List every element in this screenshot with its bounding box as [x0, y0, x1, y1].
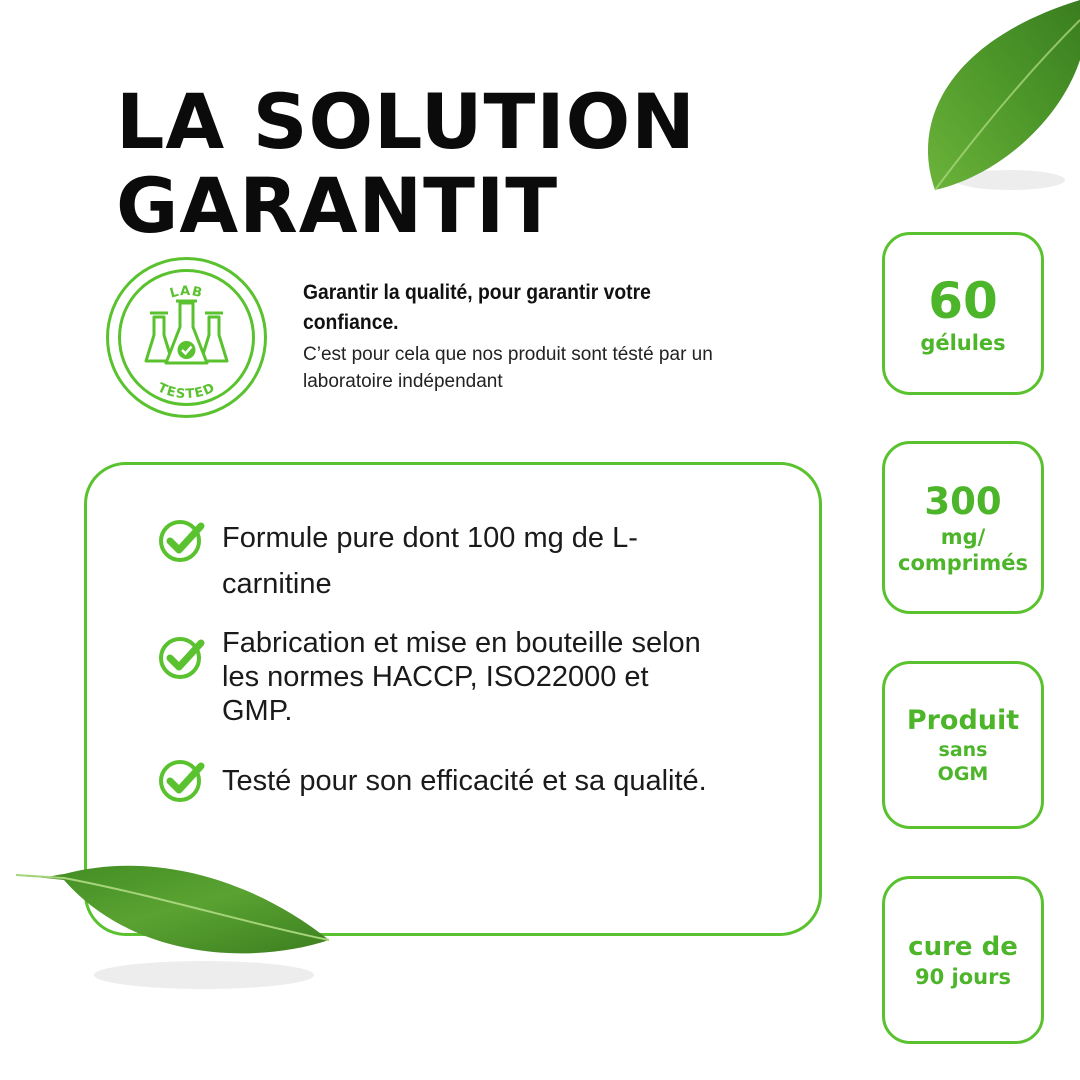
intro-body-line-1: C’est pour cela que nos produit sont tésté par un [303, 344, 713, 365]
check-circle-icon [158, 632, 208, 682]
stat-label-line-1: mg/ [940, 524, 986, 549]
stat-label-line-1: sans [938, 739, 988, 761]
lab-tested-badge [104, 255, 269, 420]
stat-label-line-2: OGM [937, 763, 989, 785]
feature-line: Formule pure dont 100 mg de L- [222, 522, 638, 554]
feature-line: carnitine [222, 568, 332, 600]
feature-line: GMP. [222, 695, 293, 727]
feature-line: les normes HACCP, ISO22000 et [222, 661, 649, 693]
feature-text [222, 626, 742, 728]
stat-card-treatment [882, 876, 1044, 1044]
feature-item-1 [158, 515, 742, 607]
stat-value: cure de [908, 932, 1018, 962]
intro-heading [303, 278, 763, 338]
stat-label: gélules [920, 330, 1006, 355]
leaf-bottom-left [14, 840, 334, 1000]
stat-card-capsules [882, 232, 1044, 395]
page-title [116, 77, 696, 250]
intro-block [303, 278, 803, 395]
feature-item-2 [158, 626, 742, 728]
feature-line: Fabrication et mise en bouteille selon [222, 627, 701, 659]
feature-text [222, 755, 742, 807]
stat-value: Produit [906, 705, 1020, 736]
title-line-2: GARANTIT [116, 161, 559, 250]
badge-bottom-text: TESTED [155, 380, 218, 403]
feature-item-3 [158, 755, 742, 807]
badge-top-text: LAB [168, 283, 205, 302]
intro-body [303, 341, 803, 395]
intro-heading-line-1: Garantir la qualité, pour garantir votre [303, 281, 651, 304]
stat-value: 60 [928, 271, 998, 330]
stat-card-gmo-free [882, 661, 1044, 829]
intro-heading-line-2: confiance. [303, 311, 399, 334]
leaf-top-right [890, 0, 1080, 200]
feature-text [222, 515, 742, 607]
stat-label-line-2: comprimés [898, 550, 1028, 575]
check-circle-icon [158, 515, 208, 565]
feature-line: Testé pour son efficacité et sa qualité. [222, 765, 707, 797]
stat-label: 90 jours [915, 965, 1011, 989]
title-line-1: LA SOLUTION [116, 77, 696, 166]
stat-value: 300 [924, 479, 1002, 523]
intro-body-line-2: laboratoire indépendant [303, 371, 503, 392]
stat-card-dosage [882, 441, 1044, 614]
check-circle-icon [158, 755, 208, 805]
